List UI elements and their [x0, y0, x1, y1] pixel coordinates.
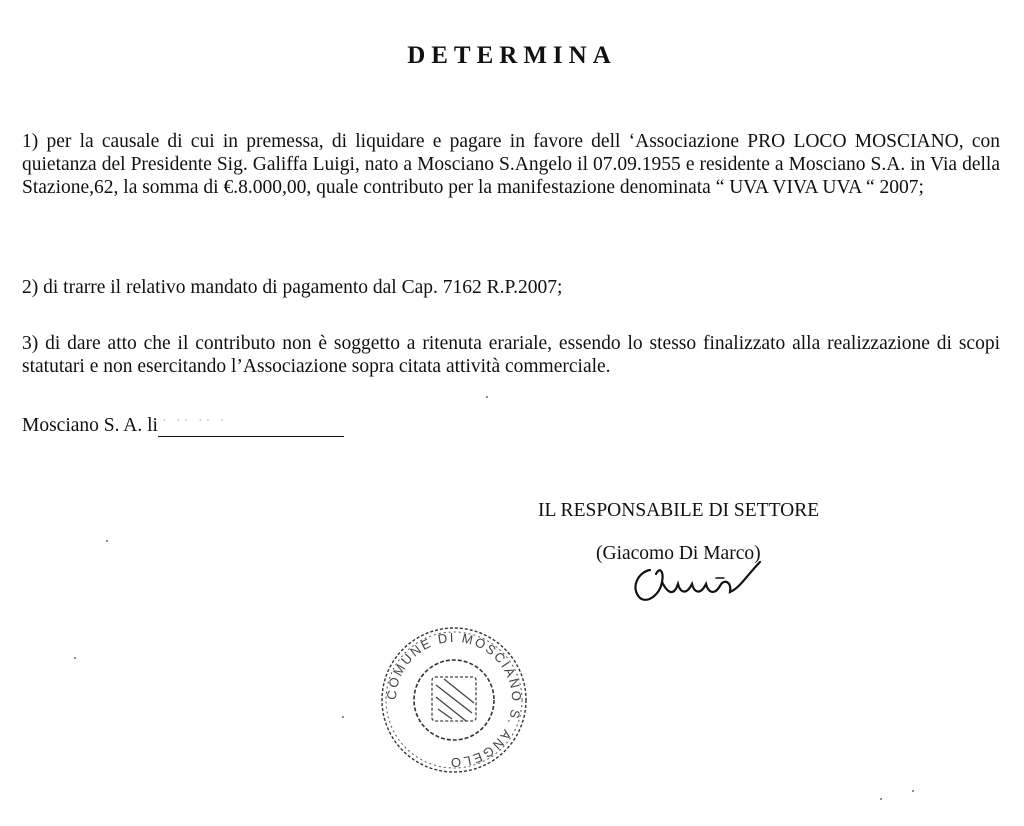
paragraph-2: 2) di trarre il relativo mandato di pagamento dal Cap. 7162 R.P.2007;: [22, 277, 563, 298]
scan-speck: [342, 716, 344, 718]
municipal-seal-stamp: [374, 625, 534, 775]
handwritten-signature: [620, 548, 790, 608]
document-title: DETERMINA: [407, 42, 617, 69]
scan-speck: [486, 396, 488, 398]
scan-speck: [106, 540, 108, 542]
signatory-name: (Giacomo Di Marco): [596, 543, 761, 564]
place-date-line: [22, 414, 344, 437]
signatory-title: IL RESPONSABILE DI SETTORE: [538, 500, 820, 521]
scan-speck: [912, 790, 914, 792]
scan-speck: [880, 798, 882, 800]
place-label: Mosciano S. A. li: [22, 415, 158, 436]
paragraph-3: 3) di dare atto che il contributo non è soggetto a ritenuta erariale, essendo lo stesso finalizzato alla realizzazione di scopi statutari e non esercitando l’Associazione sopra citata attività commerciale.: [22, 333, 1000, 377]
scan-speck: [74, 657, 76, 659]
stamp-text: COMUNE DI MOSCIANO S. ANGELO: [383, 629, 525, 771]
date-blank: [158, 416, 344, 437]
paragraph-1: 1) per la causale di cui in premessa, di liquidare e pagare in favore dell ‘Associazione PRO LOCO MOSCIANO, con quietanza del Presidente Sig. Galiffa Luigi, nato a Mosciano S.Angelo il 07.09.1955 e residente a Mosciano S.A. in Via della Stazione,62, la somma di €.8.000,00, quale contributo per la manifestazione denominata “ UVA VIVA UVA “ 2007;: [22, 131, 1000, 198]
faded-date-mark: · ·· ·· ·: [161, 414, 228, 429]
